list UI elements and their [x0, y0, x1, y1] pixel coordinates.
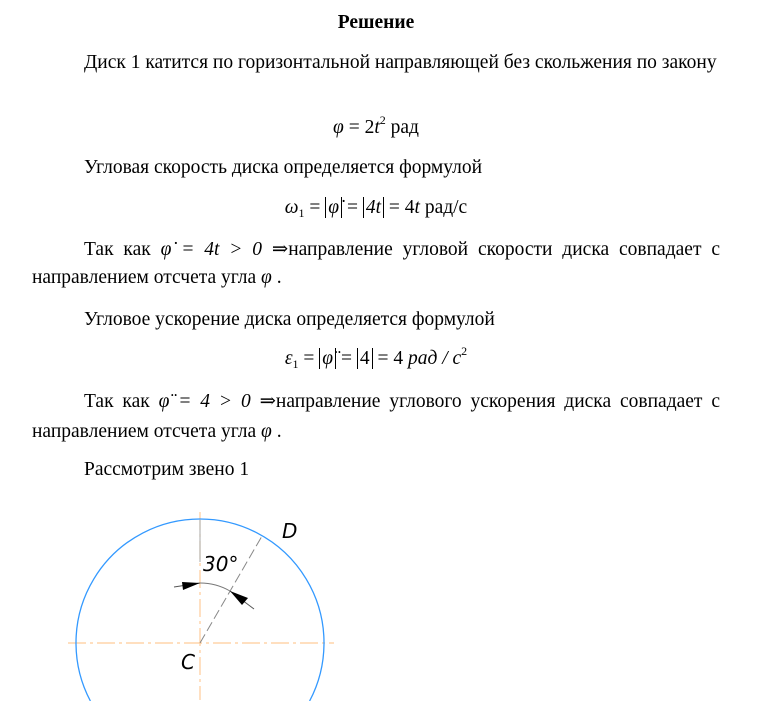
paragraph-angular-velocity: Угловая скорость диска определяется формулой — [84, 157, 483, 178]
angle-arc — [200, 583, 230, 591]
text: направление углового ускорения диска совпадает с — [275, 391, 720, 412]
text: . — [271, 421, 282, 442]
formula-text: = 2 — [343, 117, 375, 138]
angle-label: 30° — [203, 552, 239, 576]
formula-text: = 4 — [384, 197, 415, 218]
point-c-label: C — [181, 650, 195, 674]
formula-symbol: ω — [284, 197, 299, 218]
text: направление угловой скорости диска совпадает с — [288, 239, 720, 260]
inline-symbol: φ — [261, 267, 272, 288]
formula-text: = 4 — [372, 348, 408, 369]
formula-exponent: 2 — [379, 113, 386, 127]
formula-unit: рад/с — [419, 197, 468, 218]
formula-subscript: 1 — [292, 357, 299, 371]
arrow-head-left — [182, 582, 200, 590]
formula-exponent: 2 — [461, 344, 468, 358]
formula-subscript: 1 — [298, 206, 305, 220]
formula-symbol: ε — [284, 348, 293, 369]
formula-text: = — [298, 348, 320, 369]
text: направлением отсчета угла — [32, 421, 262, 442]
text: Так как — [84, 391, 159, 412]
formula-symbol: t — [374, 117, 380, 138]
formula-abs: 4 — [357, 348, 373, 369]
text: направлением отсчета угла — [32, 267, 262, 288]
formula-text: = — [342, 197, 363, 218]
formula-symbol: φ — [333, 117, 344, 138]
paragraph-angular-acceleration: Угловое ускорение диска определяется формулой — [84, 309, 495, 330]
point-d-label: D — [282, 519, 298, 543]
paragraph-rolling-law: Диск 1 катится по горизонтальной направляющей без скольжения по закону — [84, 52, 717, 73]
formula-text: = — [304, 197, 326, 218]
text: Так как — [84, 239, 161, 260]
text: . — [271, 267, 282, 288]
formula-symbol: t — [414, 197, 420, 218]
inline-formula: φ̇ = 4t > 0 ⇒ — [160, 239, 289, 260]
inline-symbol: φ — [261, 421, 272, 442]
formula-abs: φ̈ — [319, 348, 336, 369]
paragraph-link-1: Рассмотрим звено 1 — [84, 459, 250, 480]
formula-unit: рад — [385, 117, 419, 138]
formula-abs: 4t — [363, 197, 384, 218]
section-title: Решение — [337, 12, 415, 33]
inline-formula: φ̈ = 4 > 0 ⇒ — [158, 391, 276, 412]
formula-unit: рад / с — [407, 348, 462, 369]
formula-abs: φ̇ — [325, 197, 342, 218]
formula-text: = — [336, 348, 357, 369]
